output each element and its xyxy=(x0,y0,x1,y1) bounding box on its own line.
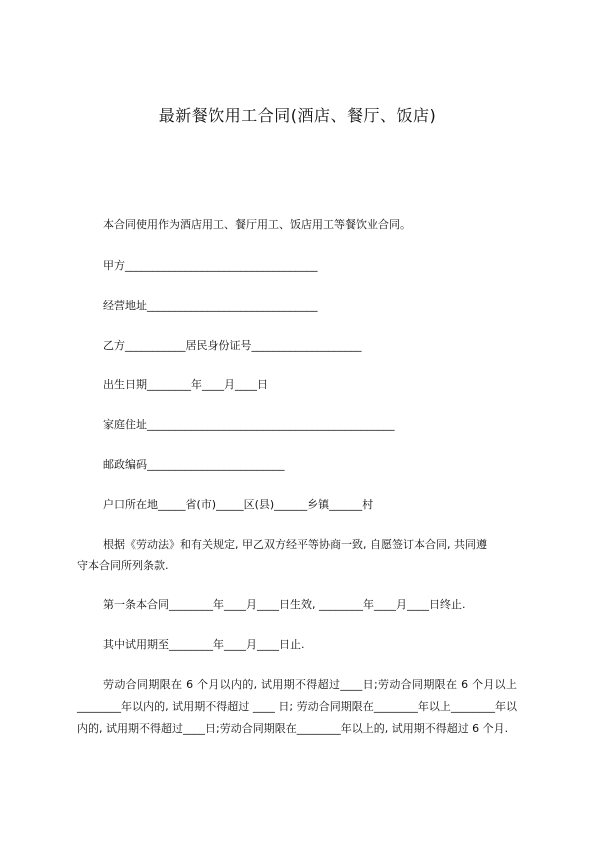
business-address-field: 经营地址_______________________________ xyxy=(103,299,318,312)
party-a-field: 甲方___________________________________ xyxy=(103,259,318,272)
intro-paragraph: 本合同使用作为酒店用工、餐厅用工、饭店用工等餐饮业合同。 xyxy=(103,218,411,231)
article-one: 第一条本合同________年____月____日生效, ________年____月____日终止. xyxy=(103,598,466,611)
probation-rules-paragraph: 劳动合同期限在 6 个月以内的, 试用期不得超过____日;劳动合同期限在 6 个月以上________年以内的, 试用期不得超过 ____ 日; 劳动合同期限在________年以上________年以内的, 试用期不得超过____日;劳动合同期限在________年以上的, 试用期不得超过 6 个月. xyxy=(77,678,517,735)
birth-date-field: 出生日期________年____月____日 xyxy=(103,378,268,391)
home-address-field: 家庭住址_____________________________________________ xyxy=(103,418,395,431)
basis-paragraph-line1: 根据《劳动法》和有关规定, 甲乙双方经平等协商一致, 自愿签订本合同, 共同遵 xyxy=(103,538,487,551)
postcode-field: 邮政编码_________________________ xyxy=(103,458,285,471)
document-title: 最新餐饮用工合同(酒店、餐厅、饭店) xyxy=(158,106,437,125)
basis-paragraph-line2: 守本合同所列条款. xyxy=(77,559,169,572)
probation-period: 其中试用期至________年____月____日止. xyxy=(103,638,305,651)
hukou-field: 户口所在地_____省(市)_____区(县)______乡镇______村 xyxy=(103,498,374,511)
party-b-field: 乙方___________居民身份证号____________________ xyxy=(103,339,362,352)
